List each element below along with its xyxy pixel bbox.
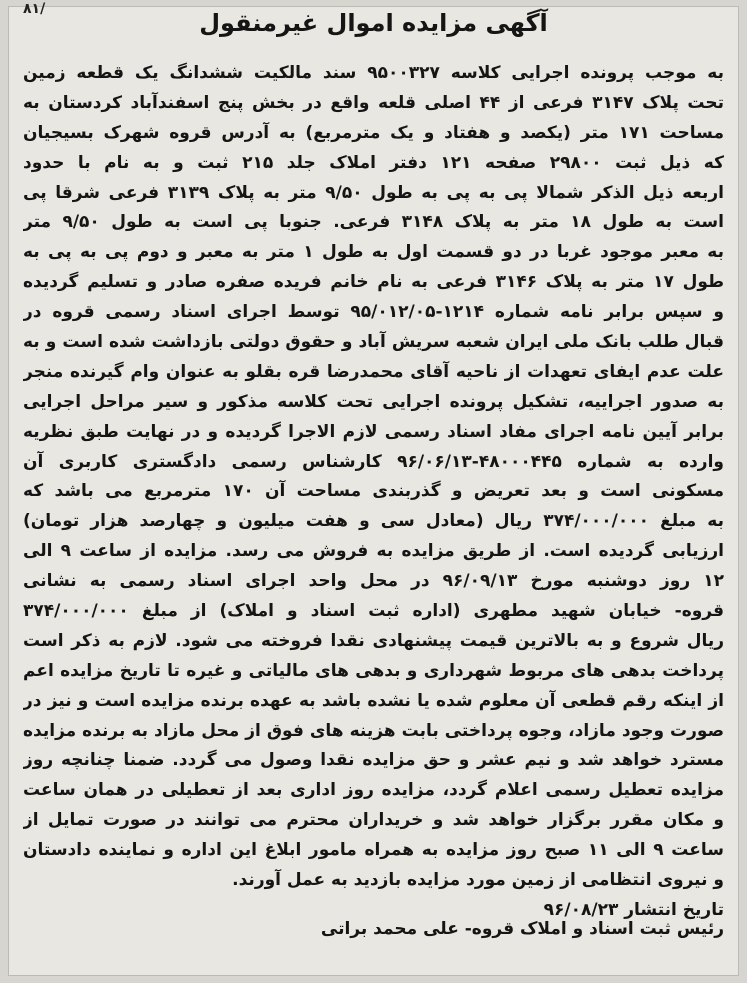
advertisement-clipping <box>8 1 739 976</box>
body-line: مزایده تعطیل رسمی اعلام گردد، مزایده روز اداری بعد از تعطیلی در همان ساعت <box>23 780 724 801</box>
body-line: به معبر موجود غربا در دو قسمت اول به طول ۱ متر به معبر و دوم پی به پی به <box>23 242 724 263</box>
page-title: آگهی مزایده اموال غیرمنقول <box>199 9 548 37</box>
body-line: از اینکه رقم قطعی آن معلوم شده یا نشده باشد به عهده برنده مزایده است و نیز در <box>23 690 724 711</box>
body-line: قروه- خیابان شهید مطهری (اداره ثبت اسناد و املاک) از مبلغ ۳۷۴/۰۰۰/۰۰۰ <box>23 601 724 622</box>
body-line: و مکان مقرر برگزار خواهد شد و خریداران محترم می توانند در صورت تمایل از <box>23 810 724 831</box>
body-line: ریال شروع و به بالاترین قیمت پیشنهادی نقدا فروخته می شود. لازم به ذکر است <box>23 630 724 651</box>
body-line: برابر آیین نامه اجرای مفاد اسناد رسمی لازم الاجرا گردیده و در نهایت طبق نظریه <box>23 421 724 442</box>
corner-mark: ۸۱/ <box>23 1 46 17</box>
body-line: به مبلغ ۳۷۴/۰۰۰/۰۰۰ ریال (معادل سی و هفت میلیون و چهارصد هزار تومان) <box>23 511 724 532</box>
body-line: ساعت ۹ الی ۱۱ صبح روز مزایده به همراه مامور ابلاغ این اداره و نماینده دادستان <box>23 840 724 861</box>
signature-line: رئیس ثبت اسناد و املاک قروه- علی محمد براتی <box>320 919 724 939</box>
body-line: ۱۲ روز دوشنبه مورخ ۹۶/۰۹/۱۳ در محل واحد اجرای اسناد رسمی به نشانی <box>23 571 724 592</box>
body-line: وارده به شماره ۴۸۰۰۰۴۴۵-۹۶/۰۶/۱۳ کارشناس رسمی دادگستری کاربری آن <box>23 451 724 472</box>
body-line: ارزیابی گردیده است. از طریق مزایده به فروش می رسد. مزایده از ساعت ۹ الی <box>23 541 724 562</box>
body-line: به موجب پرونده اجرایی کلاسه ۹۵۰۰۳۲۷ سند مالکیت ششدانگ یک قطعه زمین <box>23 63 724 83</box>
body-line: که ذیل ثبت ۲۹۸۰۰ صفحه ۱۲۱ دفتر املاک جلد ۲۱۵ ثبت و به نام با حدود <box>23 152 724 173</box>
body-line: مسترد خواهد شد و نیم عشر و حق مزایده نقدا وصول می گردد. ضمنا چنانچه روز <box>23 750 724 771</box>
body-line: علت عدم ایفای تعهدات از ناحیه آقای محمدرضا قره بقلو به عنوان وام گیرنده منجر <box>23 361 724 382</box>
body-line: قبال طلب بانک ملی ایران شعبه سریش آباد و حقوق دولتی بازداشت شده است و به <box>23 332 724 353</box>
body-line: صورت وجود مازاد، وجوه پرداختی بابت هزینه های فوق از محل مازاد به برنده مزایده <box>23 720 724 741</box>
body-line: به صدور اجراییه، تشکیل پرونده اجرایی تحت کلاسه مذکور و سیر مراحل اجرایی <box>23 391 724 412</box>
body-line: مساحت ۱۷۱ متر (یکصد و هفتاد و یک مترمربع) به آدرس قروه شهرک بسیجیان <box>23 122 724 143</box>
body-line: و سپس برابر نامه شماره ۱۲۱۴-۹۵/۰۱۲/۰۵ توسط اجرای اسناد رسمی قروه در <box>23 302 724 323</box>
body-line: طول ۱۷ متر به پلاک ۳۱۴۶ فرعی به نام خانم فریده صفره صادر و تسلیم گردیده <box>23 272 724 293</box>
body-line: مسکونی است و بعد تعریض و گذربندی مساحت آن ۱۷۰ مترمربع می باشد که <box>23 481 724 502</box>
body-line: است به طول ۱۸ متر به پلاک ۳۱۴۸ فرعی. جنوبا پی است به طول ۹/۵۰ متر <box>23 212 724 233</box>
body-line: اربعه ذیل الذکر شمالا پی به پی به طول ۹/۵۰ متر به پلاک ۳۱۳۹ فرعی شرقا پی <box>23 182 724 203</box>
body-line: و نیروی انتظامی از زمین مورد مزایده بازدید به عمل آورند. <box>232 870 724 891</box>
publication-date: تاریخ انتشار ۹۶/۰۸/۲۳ <box>543 899 724 920</box>
body-line: پرداخت بدهی های مربوط شهرداری و بدهی های مالیاتی و غیره تا تاریخ مزایده اعم <box>23 660 724 681</box>
announcement-body <box>23 59 724 926</box>
body-line: تحت پلاک ۳۱۴۷ فرعی از ۴۴ اصلی قلعه واقع در بخش پنج اسفندآباد کردستان به <box>23 92 724 113</box>
